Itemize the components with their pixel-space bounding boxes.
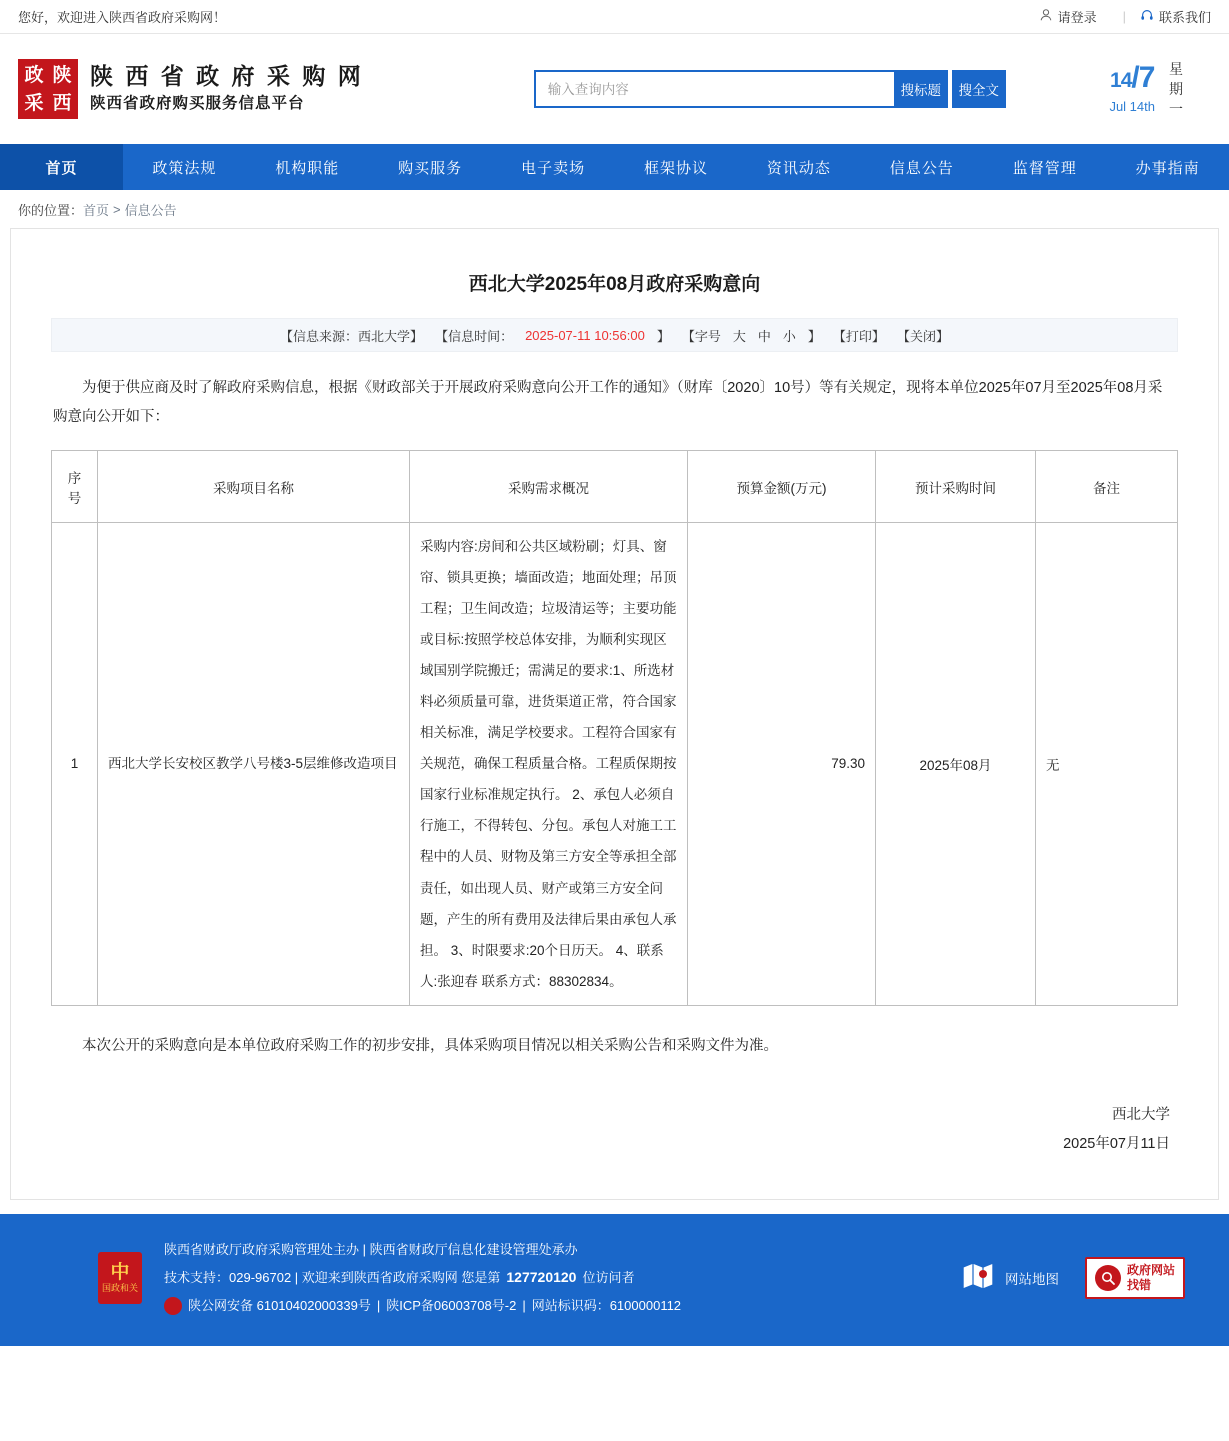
intent-table <box>51 450 1178 1006</box>
footer-divider-2: | <box>522 1298 526 1314</box>
icp-record[interactable]: 陕ICP备06003708号-2 <box>386 1298 517 1314</box>
site-subname: 陕西省政府购买服务信息平台 <box>90 95 305 113</box>
logo-char-0: 政 <box>24 64 44 86</box>
logo-char-3: 西 <box>52 92 72 114</box>
breadcrumb-prefix: 你的位置： <box>18 202 84 218</box>
article-meta-bar <box>51 318 1178 352</box>
weekday-char-1: 星 <box>1169 60 1183 77</box>
emblem-big-char: 中 <box>110 1261 130 1283</box>
nav-item-supervision[interactable]: 监督管理 <box>1012 159 1077 177</box>
signature-org: 西北大学 <box>1112 1106 1170 1123</box>
font-size-small[interactable]: 小 <box>782 328 796 344</box>
footer-support: 技术支持：029-96702 | 欢迎来到陕西省政府采购网 您是第 <box>164 1270 501 1286</box>
nav-item-announcements[interactable]: 信息公告 <box>889 159 954 177</box>
map-icon <box>961 1261 995 1294</box>
search-title-button[interactable]: 搜标题 <box>894 70 948 108</box>
cell-budget: 79.30 <box>688 523 876 1006</box>
site-id: 网站标识码：6100000112 <box>531 1298 682 1314</box>
breadcrumb <box>0 190 1229 228</box>
logo-char-2: 采 <box>24 92 44 114</box>
nav-item-policy[interactable]: 政策法规 <box>152 159 217 177</box>
th-requirement: 采购需求概况 <box>410 451 688 523</box>
login-link[interactable] <box>1039 7 1097 26</box>
signature-date: 2025年07月11日 <box>1063 1135 1170 1152</box>
font-size-medium[interactable]: 中 <box>757 328 771 344</box>
weekday-char-3: 一 <box>1169 101 1183 118</box>
breadcrumb-separator: > <box>113 201 121 217</box>
cell-remark: 无 <box>1036 523 1178 1006</box>
gov-website-error-badge[interactable] <box>1085 1257 1185 1299</box>
close-button[interactable]: 【关闭】 <box>896 328 949 344</box>
article-note: 本次公开的采购意向是本单位政府采购工作的初步安排，具体采购项目情况以相关采购公告和采购文件为准。 <box>82 1037 778 1054</box>
date-numbers <box>1109 63 1155 114</box>
login-label: 请登录 <box>1057 10 1097 25</box>
th-name: 采购项目名称 <box>98 451 410 523</box>
footer-visitor-suffix: 位访问者 <box>582 1270 635 1286</box>
th-no: 序号 <box>52 451 98 523</box>
date-month: 7 <box>1138 61 1155 95</box>
th-time: 预计采购时间 <box>876 451 1036 523</box>
th-budget: 预算金额(万元) <box>688 451 876 523</box>
date-english: Jul 14th <box>1109 99 1155 115</box>
site-header <box>0 34 1229 144</box>
user-icon <box>1039 8 1053 25</box>
government-emblem-icon <box>98 1252 142 1304</box>
nav-item-home[interactable]: 首页 <box>0 144 123 190</box>
site-map-label: 网站地图 <box>1004 1271 1059 1287</box>
search-input[interactable] <box>534 70 894 108</box>
footer-organizer: 陕西省财政厅政府采购管理处主办 | 陕西省财政厅信息化建设管理处承办 <box>164 1241 578 1257</box>
page-content <box>0 228 1229 1214</box>
weekday-block <box>1169 59 1183 120</box>
gov-badge-line2: 找错 <box>1126 1277 1151 1292</box>
welcome-text: 您好，欢迎进入陕西省政府采购网！ <box>18 10 227 25</box>
footer-line-3 <box>164 1292 681 1319</box>
emblem-small-char: 国政和关 <box>101 1283 138 1294</box>
meta-source: 【信息来源：西北大学】 <box>280 328 424 344</box>
police-record[interactable]: 陕公网安备 61010402000339号 <box>188 1298 371 1314</box>
th-remark: 备注 <box>1036 451 1178 523</box>
font-size-large[interactable]: 大 <box>732 328 746 344</box>
date-day: 14 <box>1110 69 1132 93</box>
magnifier-icon <box>1095 1265 1121 1291</box>
font-size-end: 】 <box>807 328 821 344</box>
date-separator: / <box>1131 61 1139 95</box>
top-bar-divider: | <box>1122 9 1126 24</box>
footer-divider-1: | <box>376 1298 381 1314</box>
breadcrumb-current[interactable]: 信息公告 <box>124 202 177 218</box>
footer-line-2 <box>164 1263 681 1292</box>
site-logo[interactable] <box>18 59 364 119</box>
meta-time-end: 】 <box>656 328 670 344</box>
site-map-link[interactable] <box>961 1261 1059 1294</box>
weekday-char-2: 期 <box>1169 80 1183 97</box>
cell-expected-time: 2025年08月 <box>876 523 1036 1006</box>
footer-text-block <box>164 1236 681 1320</box>
cell-requirement: 采购内容:房间和公共区域粉刷；灯具、窗帘、锁具更换；墙面改造；地面处理；吊顶工程；卫生间改造；垃圾清运等；主要功能或目标:按照学校总体安排，为顺利实现区域国别学院搬迁；需满足的要求:1、所选材料必须质量可靠，进货渠道正常，符合国家相关标准，满足学校要求。工程符合国家有关规范，确保工程质量合格。工程质保期按国家行业标准规定执行。 2、承包人必须自行施工，不得转包、分包。承包人对施工工程中的人员、财物及第三方安全等承担全部责任，如出现人员、财产或第三方安全问题，产生的所有费用及法律后果由承包人承担。 3、时限要求:20个日历天。 4、联系人:张迎春 联系方式：88302834。 <box>410 523 688 1006</box>
nav-item-framework[interactable]: 框架协议 <box>643 159 708 177</box>
logo-mark-icon <box>18 59 78 119</box>
table-header-row <box>52 451 1178 523</box>
search-fulltext-button[interactable]: 搜全文 <box>952 70 1006 108</box>
page-title: 西北大学2025年08月政府采购意向 <box>468 274 761 295</box>
site-footer <box>0 1214 1229 1346</box>
signature-block <box>51 1101 1178 1159</box>
gov-badge-text <box>1127 1263 1175 1293</box>
font-size-label: 【字号 <box>681 328 721 344</box>
nav-item-functions[interactable]: 机构职能 <box>275 159 340 177</box>
cell-no: 1 <box>52 523 98 1006</box>
nav-item-emarket[interactable]: 电子卖场 <box>521 159 586 177</box>
cell-project-name: 西北大学长安校区教学八号楼3-5层维修改造项目 <box>98 523 410 1006</box>
nav-item-guide[interactable]: 办事指南 <box>1135 159 1200 177</box>
footer-right-block <box>961 1257 1211 1299</box>
headset-icon <box>1140 8 1154 25</box>
site-name: 陕 西 省 政 府 采 购 网 <box>90 63 364 90</box>
table-row <box>52 523 1178 1006</box>
breadcrumb-home[interactable]: 首页 <box>83 202 110 218</box>
logo-char-1: 陕 <box>52 64 72 86</box>
police-badge-icon <box>164 1297 182 1315</box>
contact-label: 联系我们 <box>1158 10 1211 25</box>
article-intro: 为便于供应商及时了解政府采购信息，根据《财政部关于开展政府采购意向公开工作的通知》（财库〔2020〕10号）等有关规定，现将本单位2025年07月至2025年08月采购意向公开如下： <box>53 380 1163 425</box>
main-nav <box>0 144 1229 190</box>
nav-item-news[interactable]: 资讯动态 <box>766 159 831 177</box>
top-bar <box>0 0 1229 34</box>
meta-time-value: 2025-07-11 10:56:00 <box>525 327 645 343</box>
gov-badge-line1: 政府网站 <box>1126 1262 1175 1277</box>
footer-line-1 <box>164 1236 681 1263</box>
date-widget <box>1109 59 1211 120</box>
article-card <box>10 228 1219 1200</box>
nav-item-purchase-service[interactable]: 购买服务 <box>398 159 463 177</box>
search-bar <box>534 70 1006 108</box>
logo-text <box>90 62 364 115</box>
contact-link[interactable] <box>1140 7 1211 26</box>
print-button[interactable]: 【打印】 <box>832 328 885 344</box>
meta-time-label: 【信息时间： <box>435 328 514 344</box>
date-line <box>1109 63 1155 93</box>
visitor-count: 127720120 <box>506 1269 577 1285</box>
